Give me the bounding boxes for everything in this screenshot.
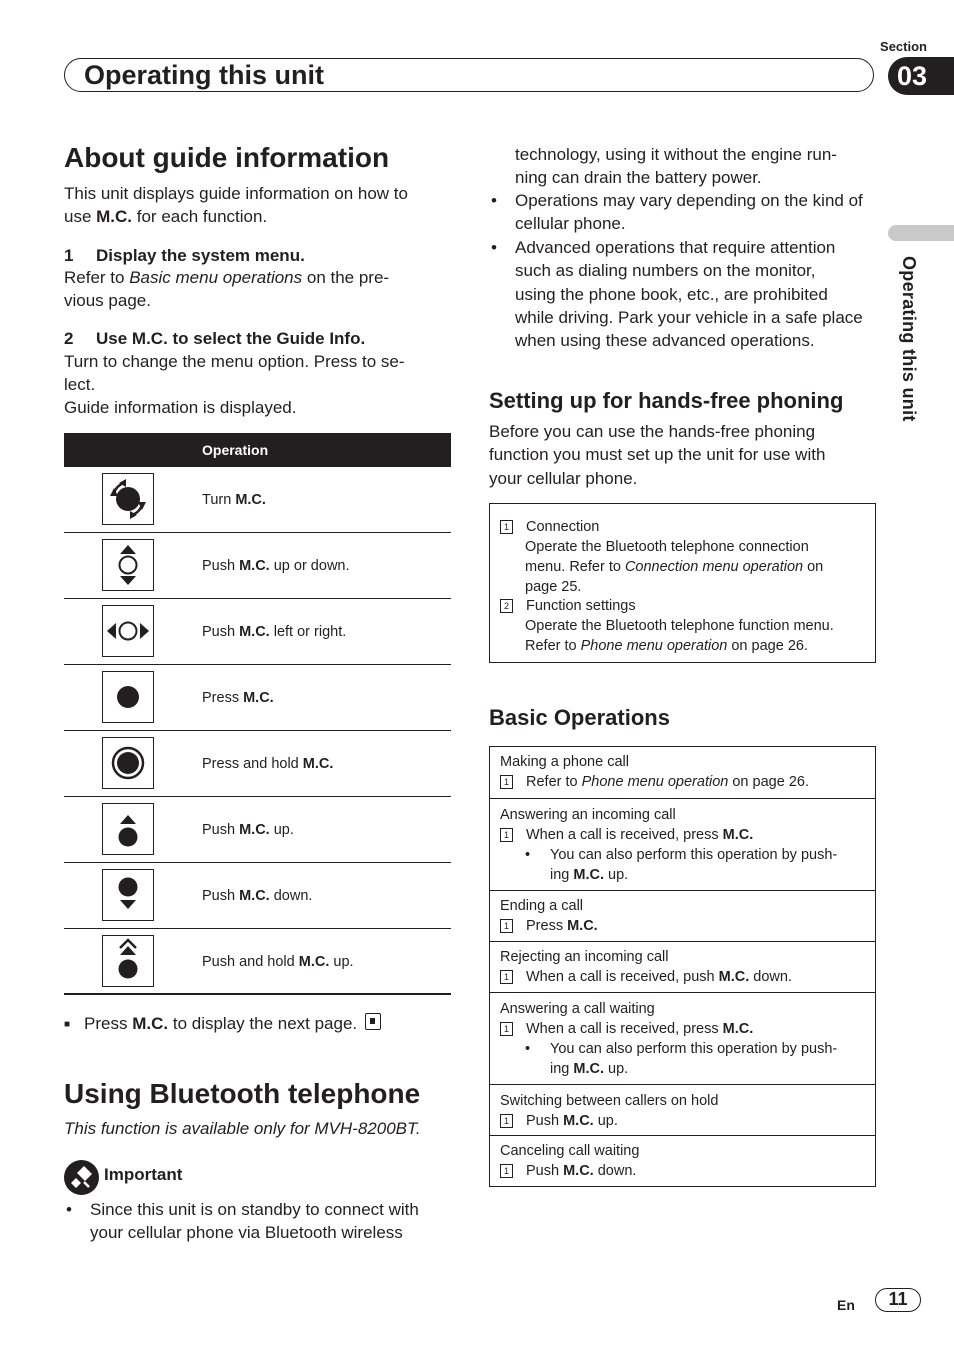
basic-operations-box [489, 746, 876, 1187]
press-hold-icon [102, 737, 154, 789]
step-1-text-2: vious page. [64, 291, 151, 310]
connection-desc-2: menu. Refer to Connection menu operation on [525, 559, 824, 575]
operation-text: Press M.C. [202, 690, 274, 706]
handsfree-heading: Setting up for hands-free phoning [489, 388, 844, 413]
availability-note: This function is available only for MVH-8200BT. [64, 1119, 421, 1138]
basic-op-row: Rejecting an incoming call 1 When a call is received, push M.C. down. [490, 941, 875, 992]
turn-dial-icon [102, 473, 154, 525]
step-2-text-2: lect. [64, 375, 96, 394]
basic-operations-heading: Basic Operations [489, 705, 670, 730]
step-2-text-1: Turn to change the menu option. Press to se- [64, 352, 405, 371]
connection-item: 1 Connection [500, 518, 599, 538]
operation-text: Push M.C. left or right. [202, 624, 347, 640]
operation-row [64, 731, 451, 797]
bullet-dot-icon: • [491, 238, 497, 257]
basic-op-row: Ending a call 1 Press M.C. [490, 890, 875, 941]
operation-text: Push and hold M.C. up. [202, 954, 354, 970]
basic-op-row: Answering a call waiting 1 When a call is received, press M.C. • You can also perform this operation by push- ing M.C. up. [490, 992, 875, 1084]
press-icon [102, 671, 154, 723]
about-intro-line-1: This unit displays guide information on how to [64, 184, 408, 203]
handsfree-menu-box [489, 503, 876, 663]
important-bullet-3: • Advanced operations that require attention such as dialing numbers on the monitor, using the phone book, etc., are prohibited while driving. Park your vehicle in a safe place when using these advanced operations. [491, 238, 863, 351]
connection-desc-1: Operate the Bluetooth telephone connection [525, 539, 809, 555]
operation-row [64, 863, 451, 929]
language-code: En [837, 1297, 855, 1313]
function-settings-item: 2 Function settings [500, 597, 636, 617]
bullet-dot-icon: • [525, 847, 531, 863]
handsfree-text: Before you can use the hands-free phoning function you must set up the unit for use with your cellular phone. [489, 422, 826, 488]
basic-op-row: Answering an incoming call 1 When a call is received, press M.C. • You can also perform this operation by push- ing M.C. up. [490, 798, 875, 890]
operation-row [64, 929, 451, 995]
important-bullet-2: • Operations may vary depending on the kind of cellular phone. [491, 191, 863, 234]
connection-desc-3: page 25. [525, 579, 582, 595]
operation-row [64, 467, 451, 533]
step-2-heading: 2 Use M.C. to select the Guide Info. [64, 329, 366, 348]
operation-row [64, 533, 451, 599]
basic-op-row: Switching between callers on hold 1 Push M.C. up. [490, 1084, 875, 1135]
operation-row [64, 797, 451, 863]
important-icon [64, 1160, 99, 1195]
operation-text: Push M.C. up or down. [202, 558, 350, 574]
push-hold-up-icon [102, 935, 154, 987]
basic-op-row: Making a phone call 1 Refer to Phone menu operation on page 26. [500, 754, 809, 790]
step-1-text-1: Refer to Basic menu operations on the pre- [64, 268, 390, 287]
basic-op-row: Canceling call waiting 1 Push M.C. down. [490, 1135, 875, 1186]
page-number: 11 [875, 1288, 921, 1312]
about-guide-heading: About guide information [64, 142, 390, 173]
push-up-down-icon [102, 539, 154, 591]
square-bullet-icon: ■ [64, 1019, 71, 1030]
function-settings-desc-2: Refer to Phone menu operation on page 26. [525, 638, 808, 654]
push-left-right-icon [102, 605, 154, 657]
important-bullet-1-continued-1: technology, using it without the engine run- [515, 145, 837, 164]
important-bullet-1: • Since this unit is on standby to connect with your cellular phone via Bluetooth wireless [66, 1200, 419, 1243]
page-title: Operating this unit [84, 60, 324, 90]
operation-text: Press and hold M.C. [202, 756, 334, 772]
side-tab-label: Operating this unit [899, 256, 919, 422]
operation-table-header: Operation [64, 433, 451, 467]
next-page-note: ■ Press M.C. to display the next page. [64, 1012, 381, 1036]
push-down-icon [102, 869, 154, 921]
bullet-dot-icon: • [66, 1200, 72, 1219]
bullet-dot-icon: • [491, 191, 497, 210]
operation-row [64, 599, 451, 665]
function-settings-desc-1: Operate the Bluetooth telephone function menu. [525, 618, 834, 634]
section-label: Section [880, 39, 927, 54]
operation-text: Turn M.C. [202, 492, 266, 508]
operation-text: Push M.C. down. [202, 888, 313, 904]
operation-row [64, 665, 451, 731]
step-2-text-3: Guide information is displayed. [64, 398, 297, 417]
end-mark-icon [365, 1013, 381, 1030]
operation-text: Push M.C. up. [202, 822, 294, 838]
step-1-heading: 1 Display the system menu. [64, 246, 305, 265]
bluetooth-heading: Using Bluetooth telephone [64, 1078, 421, 1109]
bullet-dot-icon: • [525, 1041, 531, 1057]
push-up-icon [102, 803, 154, 855]
important-bullet-1-continued-2: ning can drain the battery power. [515, 168, 762, 187]
side-tab-marker [888, 225, 954, 241]
section-number-tab: 03 [888, 57, 954, 95]
about-intro-line-2: use M.C. for each function. [64, 207, 268, 226]
important-label: Important [104, 1165, 183, 1184]
